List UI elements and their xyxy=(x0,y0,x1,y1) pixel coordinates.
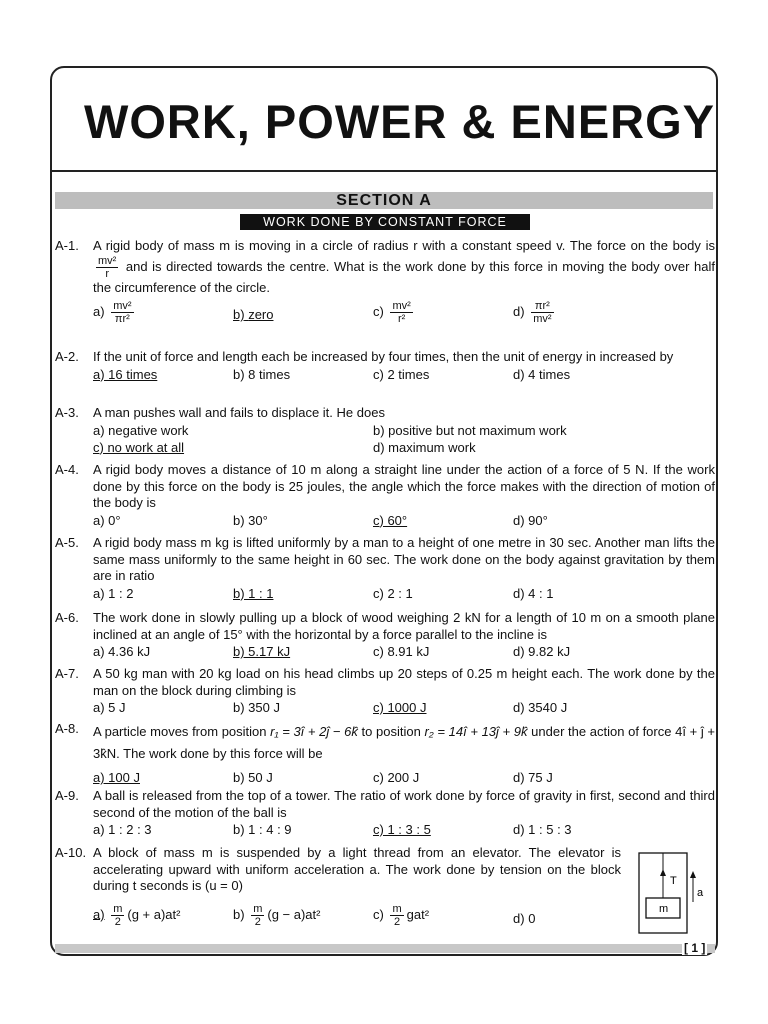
force-vector: 4î + ĵ + 3k̂N. xyxy=(93,724,715,761)
option-a[interactable]: a) 100 J xyxy=(93,770,140,785)
option-b[interactable]: b) positive but not maximum work xyxy=(373,422,567,438)
options-row xyxy=(93,298,715,330)
question-number: A-2. xyxy=(55,349,79,364)
question-a9 xyxy=(55,788,715,838)
question-a6 xyxy=(55,610,715,660)
position-vector-r1: r₁ = 3î + 2ĵ − 6k̂ xyxy=(270,724,358,739)
options-row xyxy=(93,643,715,660)
question-number: A-8. xyxy=(55,721,79,736)
acceleration-arrowhead xyxy=(690,871,696,878)
option-a[interactable]: a) 5 J xyxy=(93,700,126,715)
question-a8 xyxy=(55,721,715,786)
option-a[interactable]: a) 16 times xyxy=(93,366,158,382)
question-text: If the unit of force and length each be increased by four times, then the unit of energy in increased by xyxy=(93,349,674,364)
question-text: A ball is released from the top of a tower. The ratio of work done by force of gravity in first, second and third second of the motion of the ball is xyxy=(93,788,715,820)
question-text: A man pushes wall and fails to displace it. He does xyxy=(93,405,385,420)
options-row xyxy=(93,439,715,456)
question-a4 xyxy=(55,462,715,529)
question-number: A-1. xyxy=(55,238,79,253)
elevator-diagram xyxy=(638,852,710,938)
acceleration-label: a xyxy=(697,887,704,899)
option-b[interactable]: b) 30° xyxy=(233,512,268,528)
section-header: SECTION A xyxy=(55,192,713,209)
options-row xyxy=(93,585,715,602)
question-number: A-5. xyxy=(55,535,79,550)
option-b[interactable]: b) 1 : 4 : 9 xyxy=(233,822,292,837)
options-row xyxy=(93,699,715,716)
option-d[interactable]: d) 9.82 kJ xyxy=(513,644,571,659)
question-a3 xyxy=(55,405,715,456)
option-c[interactable]: c) 1 : 3 : 5 xyxy=(373,822,431,837)
option-d[interactable]: d) $\frac{\text{πr²}}{\text{mv²}}$ xyxy=(513,300,552,325)
subsection-header: WORK DONE BY CONSTANT FORCE xyxy=(240,214,530,230)
tension-label: T xyxy=(670,875,677,887)
question-text: A rigid body of mass m is moving in a circle of radius r with a constant speed v. The force on the body is $\frac{\text{mv²}}{r}$ and is directed towards the centre. What is the work done by this force in moving the body over half the circumference of the circle. xyxy=(93,238,715,295)
options-row xyxy=(93,512,715,529)
question-number: A-4. xyxy=(55,462,79,477)
question-a10 xyxy=(55,845,715,935)
option-d[interactable]: d) maximum work xyxy=(373,439,476,455)
option-a[interactable]: a) $\frac{m}{2}$ (g + a)at² xyxy=(93,902,181,928)
option-c[interactable]: c) $\frac{m}{2}$ gat² xyxy=(373,902,430,928)
option-c[interactable]: c) 200 J xyxy=(373,770,420,785)
question-text: A block of mass m is suspended by a light thread from an elevator. The elevator is accelerating upward with uniform acceleration a. The work done by tension on the block during t seconds is (u = 0) xyxy=(93,845,621,893)
option-b[interactable]: b) 8 times xyxy=(233,366,291,382)
option-a[interactable]: a) 1 : 2 xyxy=(93,585,134,601)
position-vector-r2: r₂ = 14î + 13ĵ + 9k̂ xyxy=(424,724,528,739)
question-number: A-9. xyxy=(55,788,79,803)
question-text: A 50 kg man with 20 kg load on his head climbs up 20 steps of 0.25 m height each. The work done by the man on the block during climbing is xyxy=(93,666,715,698)
block-label: m xyxy=(659,903,669,915)
option-c[interactable]: c) 2 times xyxy=(373,366,430,382)
option-c[interactable]: c) 60° xyxy=(373,512,408,528)
option-d[interactable]: d) 4 : 1 xyxy=(513,585,554,601)
option-a[interactable]: a) $\frac{\text{mv²}}{\text{πr²}}$ xyxy=(93,300,132,325)
options-row xyxy=(93,422,715,439)
option-d[interactable]: d) 1 : 5 : 3 xyxy=(513,822,572,837)
option-c[interactable]: c) $\frac{\text{mv²}}{\text{r²}}$ xyxy=(373,300,411,325)
option-d[interactable]: d) 75 J xyxy=(513,770,553,785)
question-text: A rigid body mass m kg is lifted uniformly by a man to a height of one metre in 30 sec. Another man lifts the same mass uniformly to the same height in 60 sec. The work done on the body against gravitation by them are in ratio xyxy=(93,535,715,583)
option-c[interactable]: c) no work at all xyxy=(93,439,185,455)
question-a5 xyxy=(55,535,715,602)
question-text: A rigid body moves a distance of 10 m along a straight line under the action of a force of 5 N. If the work done by this force on the body is 25 joules, the angle which the force makes with the direction of motion of the body is xyxy=(93,462,715,510)
title-divider xyxy=(52,170,716,172)
option-b[interactable]: b) zero xyxy=(233,307,274,322)
option-d[interactable]: d) 90° xyxy=(513,512,548,528)
option-a[interactable]: a) 4.36 kJ xyxy=(93,644,151,659)
footer-bar xyxy=(55,944,715,953)
option-d[interactable]: d) 3540 J xyxy=(513,700,568,715)
question-number: A-10. xyxy=(55,845,87,860)
question-a7 xyxy=(55,666,715,716)
options-row xyxy=(93,366,715,383)
question-a1 xyxy=(55,238,715,330)
option-c[interactable]: c) 2 : 1 xyxy=(373,585,413,601)
option-a[interactable]: a) 0° xyxy=(93,512,121,528)
option-c[interactable]: c) 1000 J xyxy=(373,700,427,715)
question-a2 xyxy=(55,349,715,383)
question-number: A-6. xyxy=(55,610,79,625)
options-row xyxy=(93,769,715,786)
tension-arrowhead xyxy=(660,869,666,876)
question-text: A particle moves from position r₁ = 3î + 2ĵ − 6k̂ to position r₂ = 14î + 13ĵ + 9k̂ under the action of force 4î + ĵ + 3k̂N. The work done by this force will be xyxy=(93,724,715,761)
question-text: The work done in slowly pulling up a block of wood weighing 2 kN for a length of 10 m on a smooth plane inclined at an angle of 15° with the horizontal by a force parallel to the incline is xyxy=(93,610,715,642)
question-number: A-7. xyxy=(55,666,79,681)
page-title: WORK, POWER & ENERGY xyxy=(84,95,716,148)
option-c[interactable]: c) 8.91 kJ xyxy=(373,644,430,659)
option-b[interactable]: b) 5.17 kJ xyxy=(233,644,291,659)
option-a[interactable]: a) negative work xyxy=(93,422,189,438)
option-d[interactable]: d) 0 xyxy=(513,910,536,926)
option-b[interactable]: b) 50 J xyxy=(233,770,273,785)
option-b[interactable]: b) 350 J xyxy=(233,700,280,715)
option-d[interactable]: d) 4 times xyxy=(513,366,571,382)
options-row xyxy=(93,821,715,838)
option-a[interactable]: a) 1 : 2 : 3 xyxy=(93,822,152,837)
question-number: A-3. xyxy=(55,405,79,420)
options-row xyxy=(93,901,715,935)
option-b[interactable]: b) $\frac{m}{2}$ (g − a)at² xyxy=(233,902,321,928)
page-number: [ 1 ] xyxy=(684,941,706,955)
fraction-force: $\frac{\text{mv²}}{r}$ xyxy=(98,254,117,280)
option-b[interactable]: b) 1 : 1 xyxy=(233,585,274,601)
